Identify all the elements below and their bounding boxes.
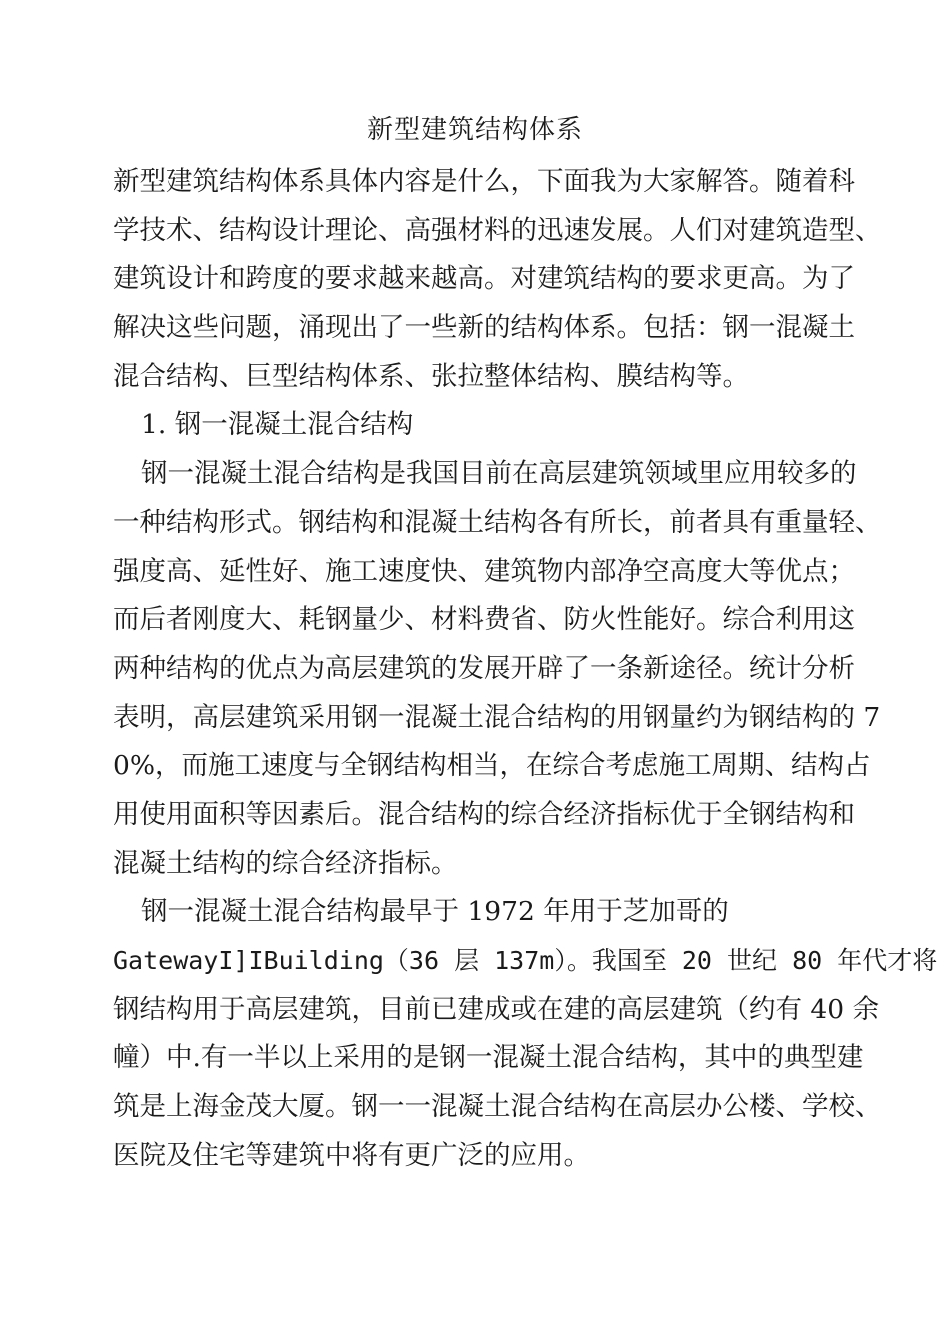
text-line: 强度高、延性好、施工速度快、建筑物内部净空高度大等优点； bbox=[113, 555, 855, 587]
text-line: 医院及住宅等建筑中将有更广泛的应用。 bbox=[113, 1139, 590, 1171]
document-title: 新型建筑结构体系 bbox=[366, 115, 583, 145]
text-line: 一种结构形式。钢结构和混凝土结构各有所长，前者具有重量轻、 bbox=[113, 506, 882, 538]
text-line: 建筑设计和跨度的要求越来越高。对建筑结构的要求更高。为了 bbox=[113, 263, 855, 295]
text-line: 钢一混凝土混合结构是我国目前在高层建筑领域里应用较多的 bbox=[141, 458, 857, 490]
text-line: 新型建筑结构体系具体内容是什么，下面我为大家解答。随着科 bbox=[113, 166, 855, 197]
text-line: 解决这些问题，涌现出了一些新的结构体系。包括：钢一混凝土 bbox=[113, 312, 855, 344]
text-line: GatewayI]IBuilding（36 层 137m）。我国至 20 世纪 80 年代才将 bbox=[113, 946, 938, 975]
text-line: 幢）中.有一半以上采用的是钢一混凝土混合结构，其中的典型建 bbox=[113, 1042, 864, 1074]
text-line: 学技术、结构设计理论、高强材料的迅速发展。人们对建筑造型、 bbox=[113, 214, 882, 246]
text-line: 用使用面积等因素后。混合结构的综合经济指标优于全钢结构和 bbox=[113, 798, 855, 830]
text-line: 而后者刚度大、耗钢量少、材料费省、防火性能好。综合利用这 bbox=[113, 604, 855, 636]
section-heading: 1. 钢一混凝土混合结构 bbox=[141, 409, 414, 441]
text-line: 表明，高层建筑采用钢一混凝土混合结构的用钢量约为钢结构的 7 bbox=[113, 701, 881, 733]
document-body bbox=[113, 158, 938, 1180]
text-line: 钢一混凝土混合结构最早于 1972 年用于芝加哥的 bbox=[141, 896, 729, 928]
text-line: 钢结构用于高层建筑，目前已建成或在建的高层建筑（约有 40 余 bbox=[113, 993, 880, 1025]
text-line: 筑是上海金茂大厦。钢一一混凝土混合结构在高层办公楼、学校、 bbox=[113, 1091, 882, 1123]
text-line: 混凝土结构的综合经济指标。 bbox=[113, 847, 458, 879]
text-line: 两种结构的优点为高层建筑的发展开辟了一条新途径。统计分析 bbox=[113, 652, 855, 684]
text-line: 0%，而施工速度与全钢结构相当，在综合考虑施工周期、结构占 bbox=[113, 750, 871, 782]
text-line: 混合结构、巨型结构体系、张拉整体结构、膜结构等。 bbox=[113, 360, 749, 392]
